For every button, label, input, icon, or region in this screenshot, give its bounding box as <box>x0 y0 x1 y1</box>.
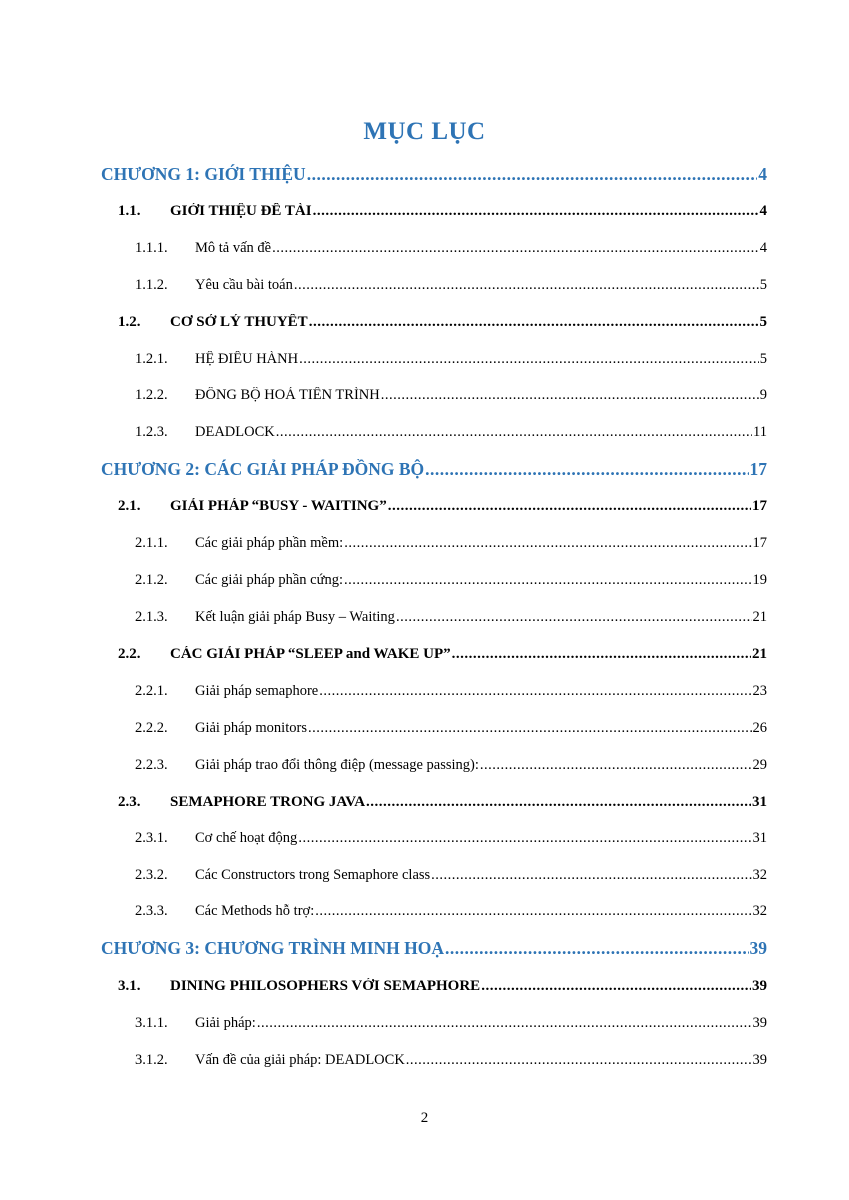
toc-entry-number: 2.1.2. <box>135 572 168 588</box>
toc-entry-page: 39 <box>749 938 767 958</box>
toc-entry-number: 1.1.1. <box>135 240 168 256</box>
toc-entry-number: 1.1. <box>118 203 141 219</box>
toc-entry-sub-2-1-1[interactable] <box>135 535 767 552</box>
dot-leader <box>381 387 759 404</box>
toc-entry-sub-2-3-2[interactable] <box>135 867 767 884</box>
dot-leader <box>366 794 751 811</box>
toc-entry-page: 19 <box>752 572 767 588</box>
page-number: 2 <box>420 1110 429 1126</box>
dot-leader <box>307 164 758 185</box>
toc-entry-sub-2-2-1[interactable] <box>135 683 767 700</box>
toc-entry-number: 1.2.3. <box>135 424 168 440</box>
toc-entry-number: 2.3. <box>118 794 141 810</box>
toc-entry-page: 11 <box>753 424 767 440</box>
toc-entry-number: 1.2.2. <box>135 387 168 403</box>
toc-entry-title: Kết luận giải pháp Busy – Waiting <box>195 609 395 625</box>
toc-entry-number: 2.3.1. <box>135 830 168 846</box>
dot-leader <box>406 1052 752 1069</box>
dot-leader <box>257 1015 752 1032</box>
dot-leader <box>313 203 759 220</box>
toc-entry-title: Yêu cầu bài toán <box>195 277 293 293</box>
dot-leader <box>452 646 751 663</box>
dot-leader <box>480 757 752 774</box>
toc-entry-title: CHƯƠNG 2: CÁC GIẢI PHÁP ĐỒNG BỘ <box>101 459 425 479</box>
toc-entry-page: 9 <box>759 387 767 403</box>
toc-entry-page: 21 <box>752 609 767 625</box>
toc-entry-title: GIỚI THIỆU ĐỀ TÀI <box>170 203 312 219</box>
toc-entry-title: Giải pháp monitors <box>195 720 307 736</box>
toc-entry-page: 4 <box>758 164 767 184</box>
toc-entry-title: Giải pháp trao đổi thông điệp (message passing): <box>195 757 479 773</box>
toc-entry-sub-3-1-1[interactable] <box>135 1015 767 1032</box>
dot-leader <box>294 277 759 294</box>
toc-entry-title: DINING PHILOSOPHERS VỚI SEMAPHORE <box>170 978 481 994</box>
toc-entry-title: Các giải pháp phần mềm: <box>195 535 344 551</box>
dot-leader <box>308 720 752 737</box>
dot-leader <box>481 978 751 995</box>
dot-leader <box>315 903 751 920</box>
toc-entry-sub-3-1-2[interactable] <box>135 1052 767 1069</box>
toc-entry-sub-1-2-2[interactable] <box>135 387 767 404</box>
toc-entry-number: 2.2.3. <box>135 757 168 773</box>
toc-entry-page: 23 <box>752 683 767 699</box>
toc-entry-title: Các Methods hỗ trợ: <box>195 903 315 919</box>
toc-entry-number: 3.1.1. <box>135 1015 168 1031</box>
toc-entry-sub-2-3-1[interactable] <box>135 830 767 847</box>
page-title: MỤC LỤC <box>363 118 486 145</box>
dot-leader <box>299 351 759 368</box>
toc-entry-title: CƠ SỞ LÝ THUYẾT <box>170 314 308 330</box>
toc-entry-page: 39 <box>752 1052 767 1068</box>
toc-entry-number: 2.3.2. <box>135 867 168 883</box>
toc-entry-sub-1-2-1[interactable] <box>135 351 767 368</box>
toc-entry-number: 2.2.2. <box>135 720 168 736</box>
toc-entry-title: SEMAPHORE TRONG JAVA <box>170 794 366 810</box>
toc-entry-number: 2.3.3. <box>135 903 168 919</box>
toc-entry-page: 4 <box>759 203 767 219</box>
toc-entry-sub-1-1-2[interactable] <box>135 277 767 294</box>
toc-entry-page: 17 <box>749 459 767 479</box>
toc-entry-title: Các giải pháp phần cứng: <box>195 572 343 588</box>
toc-entry-title: CHƯƠNG 3: CHƯƠNG TRÌNH MINH HOẠ <box>101 938 445 958</box>
toc-entry-number: 2.1.3. <box>135 609 168 625</box>
toc-entry-page: 39 <box>752 1015 767 1031</box>
toc-entry-chapter-2[interactable] <box>101 459 767 480</box>
dot-leader <box>276 424 752 441</box>
dot-leader <box>298 830 751 847</box>
toc-entry-page: 4 <box>759 240 767 256</box>
toc-entry-number: 1.1.2. <box>135 277 168 293</box>
toc-entry-section-1-1[interactable] <box>118 203 767 220</box>
toc-entry-title: Mô tả vấn đề <box>195 240 272 256</box>
toc-entry-section-2-3[interactable] <box>118 794 767 811</box>
dot-leader <box>272 240 759 257</box>
toc-entry-page: 21 <box>752 646 767 662</box>
toc-entry-section-2-2[interactable] <box>118 646 767 663</box>
toc-entry-number: 2.1. <box>118 498 141 514</box>
toc-entry-title: Các Constructors trong Semaphore class <box>195 867 431 883</box>
toc-entry-page: 5 <box>759 314 767 330</box>
toc-entry-number: 2.2. <box>118 646 141 662</box>
toc-entry-title: HỆ ĐIỀU HÀNH <box>195 351 299 367</box>
dot-leader <box>309 314 759 331</box>
toc-entry-page: 26 <box>752 720 767 736</box>
toc-entry-title: Cơ chế hoạt động <box>195 830 298 846</box>
toc-entry-page: 29 <box>752 757 767 773</box>
toc-entry-title: ĐỒNG BỘ HOÁ TIẾN TRÌNH <box>195 387 380 403</box>
toc-entry-number: 1.2. <box>118 314 141 330</box>
dot-leader <box>445 938 748 959</box>
toc-entry-sub-2-1-2[interactable] <box>135 572 767 589</box>
toc-entry-chapter-3[interactable] <box>101 938 767 959</box>
dot-leader <box>396 609 752 626</box>
toc-entry-sub-1-1-1[interactable] <box>135 240 767 257</box>
toc-entry-title: Vấn đề của giải pháp: DEADLOCK <box>195 1052 405 1068</box>
toc-entry-page: 31 <box>752 794 767 810</box>
toc-entry-number: 3.1.2. <box>135 1052 168 1068</box>
toc-entry-page: 17 <box>752 535 767 551</box>
toc-entry-page: 5 <box>759 351 767 367</box>
toc-entry-page: 17 <box>752 498 767 514</box>
toc-entry-number: 1.2.1. <box>135 351 168 367</box>
toc-entry-sub-2-2-2[interactable] <box>135 720 767 737</box>
toc-entry-sub-2-2-3[interactable] <box>135 757 767 774</box>
toc-entry-number: 3.1. <box>118 978 141 994</box>
toc-entry-sub-2-3-3[interactable] <box>135 903 767 920</box>
toc-entry-chapter-1[interactable] <box>101 164 767 185</box>
dot-leader <box>431 867 751 884</box>
dot-leader <box>344 535 751 552</box>
dot-leader <box>319 683 751 700</box>
toc-entry-title: CÁC GIẢI PHÁP “SLEEP and WAKE UP” <box>170 646 451 662</box>
dot-leader <box>344 572 752 589</box>
toc-entry-page: 31 <box>752 830 767 846</box>
toc-entry-number: 2.1.1. <box>135 535 168 551</box>
toc-entry-section-1-2[interactable] <box>118 314 767 331</box>
toc-entry-section-3-1[interactable] <box>118 978 767 995</box>
toc-entry-title: GIẢI PHÁP “BUSY - WAITING” <box>170 498 387 514</box>
toc-entry-section-2-1[interactable] <box>118 498 767 515</box>
toc-entry-sub-2-1-3[interactable] <box>135 609 767 626</box>
toc-entry-title: DEADLOCK <box>195 424 275 440</box>
toc-entry-title: Giải pháp: <box>195 1015 256 1031</box>
toc-entry-title: Giải pháp semaphore <box>195 683 319 699</box>
toc-entry-title: CHƯƠNG 1: GIỚI THIỆU <box>101 164 306 184</box>
toc-entry-page: 32 <box>752 867 767 883</box>
toc-entry-page: 32 <box>752 903 767 919</box>
dot-leader <box>388 498 751 515</box>
toc-entry-sub-1-2-3[interactable] <box>135 424 767 441</box>
dot-leader <box>425 459 748 480</box>
toc-entry-number: 2.2.1. <box>135 683 168 699</box>
toc-entry-page: 39 <box>752 978 767 994</box>
toc-entry-page: 5 <box>759 277 767 293</box>
